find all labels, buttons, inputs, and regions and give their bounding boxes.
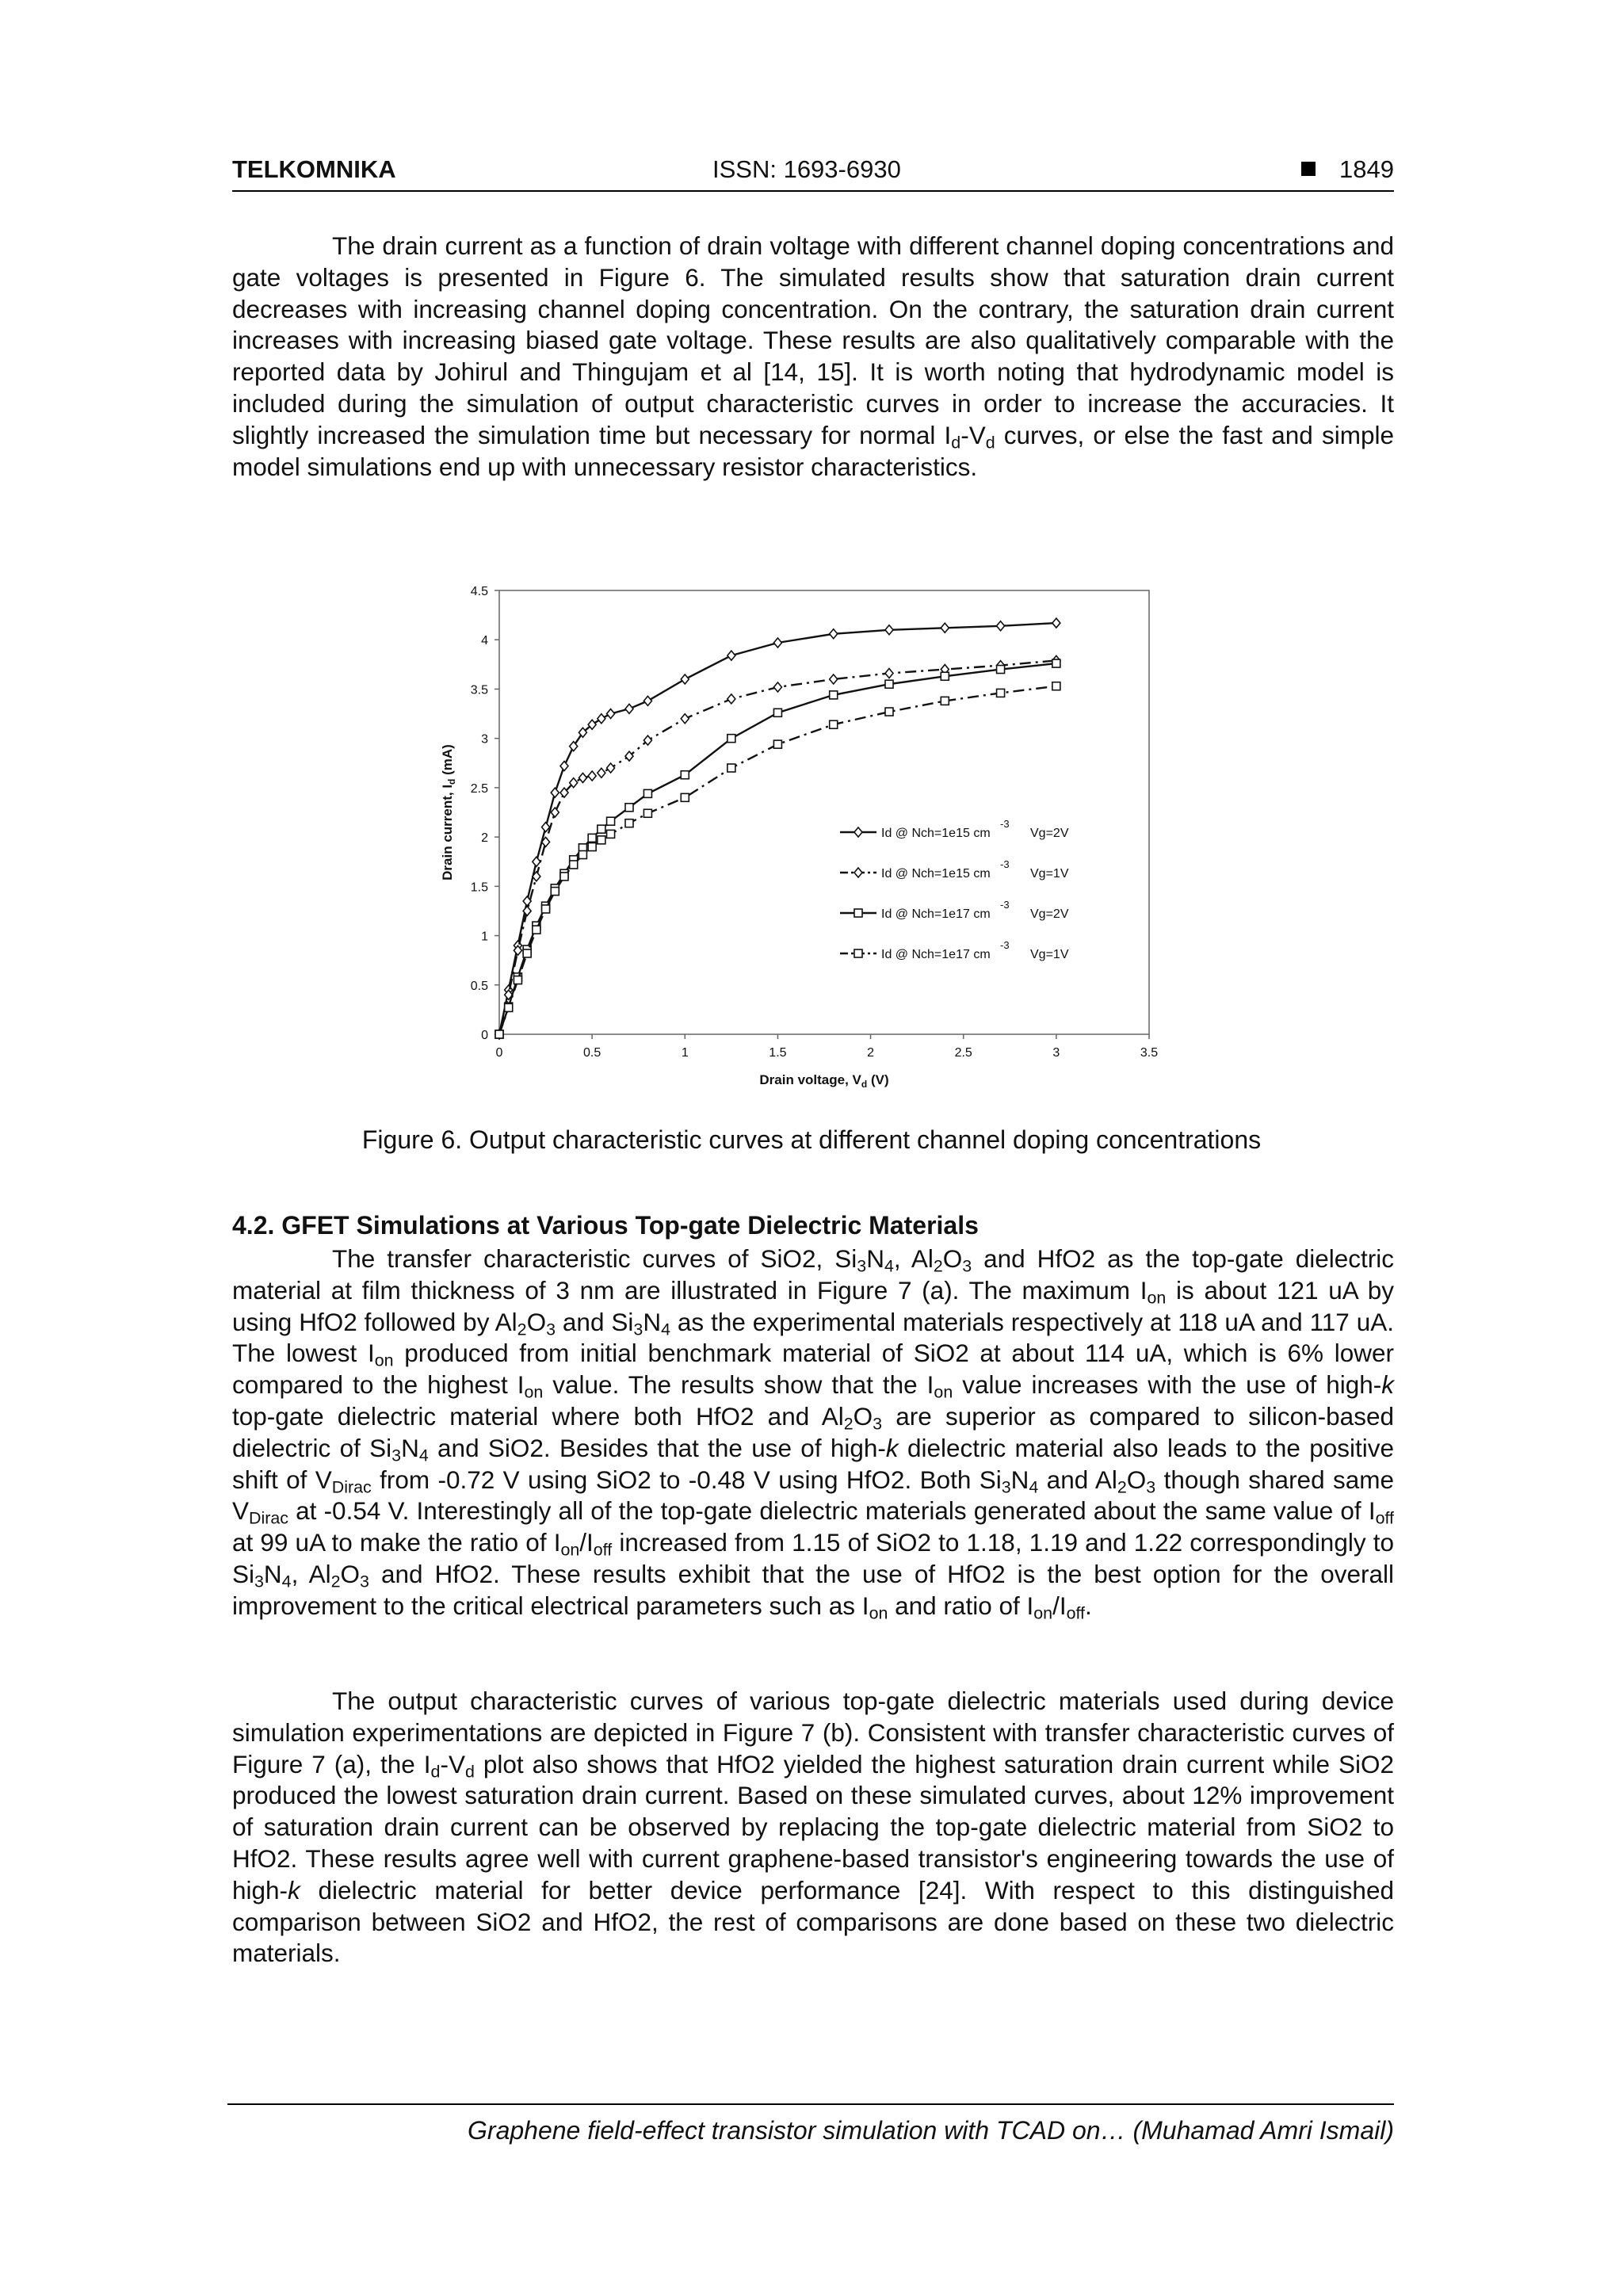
figure-caption: Figure 6. Output characteristic curves at different channel doping concentrations — [361, 1125, 1262, 1154]
data-point — [885, 625, 893, 635]
y-tick-label: 1 — [481, 930, 488, 944]
data-point — [681, 771, 689, 779]
legend-exponent: -3 — [1000, 818, 1010, 830]
data-point — [551, 888, 559, 896]
x-tick-label: 2 — [867, 1046, 875, 1060]
data-point — [773, 709, 781, 716]
data-point — [830, 691, 838, 699]
data-point — [598, 714, 605, 724]
page-number-block — [1301, 155, 1394, 184]
legend-label: Id @ Nch=1e17 cm — [881, 907, 991, 921]
data-point — [551, 788, 559, 797]
legend-label: Id @ Nch=1e15 cm — [881, 827, 991, 840]
data-point — [773, 740, 781, 748]
x-tick-label: 2.5 — [954, 1046, 972, 1060]
legend-entry-3 — [840, 899, 1069, 921]
y-tick-label: 3 — [481, 732, 488, 747]
data-point — [941, 697, 949, 705]
data-point — [997, 666, 1005, 674]
data-point — [625, 704, 633, 713]
square-bullet-icon — [1301, 162, 1316, 176]
legend-swatch-marker — [854, 868, 862, 877]
data-point — [607, 830, 615, 838]
data-point — [997, 689, 1005, 697]
data-point — [588, 843, 596, 851]
data-point — [560, 873, 568, 881]
page-header — [232, 155, 1394, 192]
data-point — [505, 1003, 513, 1011]
x-tick-label: 1 — [681, 1046, 689, 1060]
y-tick-label: 0.5 — [470, 979, 488, 993]
legend-label: Id @ Nch=1e17 cm — [881, 948, 991, 961]
data-point — [1052, 659, 1060, 667]
data-point — [598, 836, 605, 844]
journal-name: TELKOMNIKA — [232, 155, 396, 183]
data-point — [514, 976, 521, 984]
page-footer — [227, 2103, 1394, 2145]
data-point — [1052, 618, 1060, 628]
data-point — [598, 768, 605, 777]
y-axis-label: Drain current, $I_d$ (mA) — [440, 744, 457, 881]
legend-swatch-marker — [854, 909, 862, 917]
data-point — [727, 764, 735, 772]
issn: ISSN: 1693-6930 — [712, 155, 901, 183]
y-tick-label: 4.5 — [470, 585, 488, 598]
data-point — [542, 905, 550, 913]
data-point — [607, 709, 615, 719]
data-point — [727, 694, 735, 704]
data-point — [533, 926, 540, 934]
data-point — [579, 851, 586, 859]
chart-axes — [471, 585, 1158, 1060]
chart-legend — [840, 818, 1069, 961]
page-number: 1849 — [1339, 155, 1394, 183]
y-tick-label: 2.5 — [470, 781, 488, 796]
legend-gate-voltage: Vg=2V — [1030, 827, 1069, 840]
legend-swatch-marker — [854, 949, 862, 957]
data-point — [643, 789, 651, 797]
y-tick-label: 1.5 — [470, 881, 488, 895]
data-point — [681, 714, 689, 724]
legend-swatch-marker — [854, 827, 862, 837]
y-tick-label: 0 — [481, 1029, 488, 1042]
data-point — [523, 949, 531, 957]
x-tick-label: 1.5 — [769, 1046, 787, 1060]
y-tick-label: 3.5 — [470, 683, 488, 697]
data-point — [598, 825, 605, 833]
legend-exponent: -3 — [1000, 939, 1010, 951]
plot-frame — [499, 590, 1149, 1034]
data-point — [495, 1030, 503, 1038]
legend-entry-4 — [840, 939, 1069, 961]
paragraph-2: The transfer characteristic curves of SiO2, $Si_3N_4$, $Al_2O_3$ and HfO2 as the top-gate dielectric material at film thickness of 3 nm are illustrated in Figure 7 (a). The maximum $I_{on}$ is about 121 uA by using HfO2 followed by $Al_2O_3$ and $Si_3N_4$ as the experimental materials respectively at 118 uA and 117 uA. The lowest $I_{on}$ produced from initial benchmark material of SiO2 at about 114 uA, which is 6% lower compared to the highest $I_{on}$ value. The results show that the $I_{on}$ value increases with the use of high-k top-gate dielectric material where both HfO2 and $Al_2O_3$ are superior as compared to silicon-based dielectric of $Si_3N_4$ and SiO2. Besides that the use of high-k dielectric material also leads to the positive shift of $V_{Dirac}$ from -0.72 V using SiO2 to -0.48 V using HfO2. Both $Si_3N_4$ and $Al_2O_3$ though shared same $V_{Dirac}$ at -0.54 V. Interestingly all of the top-gate dielectric materials generated about the same value of $I_{off}$ at 99 uA to make the ratio of $I_{on}/I_{off}$ increased from 1.15 of SiO2 to 1.18, 1.19 and 1.22 correspondingly to $Si_3N_4$, $Al_2O_3$ and HfO2. These results exhibit that the use of HfO2 is the best option for the overall improvement to the critical electrical parameters such as $I_{on}$ and ratio of $I_{on}/I_{off}$. — [232, 1244, 1395, 1623]
data-point — [1052, 682, 1060, 690]
series-3 — [495, 659, 1060, 1038]
legend-gate-voltage: Vg=1V — [1030, 867, 1069, 881]
output-characteristic-chart — [428, 575, 1189, 1098]
x-tick-label: 3 — [1052, 1046, 1060, 1060]
y-tick-label: 4 — [481, 634, 488, 648]
data-point — [941, 672, 949, 680]
data-point — [625, 804, 633, 812]
data-point — [681, 674, 689, 684]
legend-gate-voltage: Vg=2V — [1030, 907, 1069, 921]
data-point — [643, 696, 651, 705]
data-point — [773, 638, 781, 648]
legend-entry-1 — [840, 818, 1069, 840]
data-point — [579, 773, 586, 782]
data-point — [885, 669, 893, 678]
data-point — [830, 720, 838, 728]
paragraph-3: The output characteristic curves of various top-gate dielectric materials used during device simulation experimentations are depicted in Figure 7 (b). Consistent with transfer characteristic curves of Figure 7 (a), the $I_d-V_d$ plot also shows that HfO2 yielded the highest saturation drain current while SiO2 produced the lowest saturation drain current. Based on these simulated curves, about 12% improvement of saturation drain current can be observed by replacing the top-gate dielectric material from SiO2 to HfO2. These results agree well with current graphene-based transistor's engineering towards the use of high-k dielectric material for better device performance [24]. With respect to this distinguished comparison between SiO2 and HfO2, the rest of comparisons are done based on these two dielectric materials. — [232, 1687, 1395, 1968]
legend-label: Id @ Nch=1e15 cm — [881, 867, 991, 881]
y-tick-label: 2 — [481, 831, 488, 846]
x-tick-label: 0 — [495, 1046, 503, 1060]
data-point — [533, 857, 540, 866]
data-point — [560, 762, 568, 771]
data-point — [941, 623, 949, 632]
data-point — [727, 651, 735, 660]
legend-entry-2 — [840, 858, 1069, 881]
data-point — [588, 834, 596, 842]
footer-text: Graphene field-effect transistor simulation with TCAD on… (Muhamad Amri Ismail) — [468, 2116, 1394, 2145]
series-line — [499, 686, 1056, 1034]
data-point — [607, 817, 615, 825]
data-point — [681, 793, 689, 801]
legend-exponent: -3 — [1000, 899, 1010, 911]
data-point — [885, 708, 893, 716]
paragraph-1: The drain current as a function of drain voltage with different channel doping concentrations and gate voltages is presented in Figure 6. The simulated results show that saturation drain current decreases with increasing channel doping concentration. On the contrary, the saturation drain current increases with increasing biased gate voltage. These results are also qualitatively comparable with the reported data by Johirul and Thingujam et al [14, 15]. It is worth noting that hydrodynamic model is included during the simulation of output characteristic curves in order to increase the accuracies. It slightly increased the simulation time but necessary for normal $I_d-V_d$ curves, or else the fast and simple model simulations end up with unnecessary resistor characteristics. — [232, 231, 1394, 481]
data-point — [773, 682, 781, 692]
data-point — [588, 771, 596, 781]
data-point — [570, 861, 578, 869]
legend-exponent: -3 — [1000, 858, 1010, 870]
data-point — [830, 674, 838, 684]
data-point — [830, 629, 838, 639]
data-point — [727, 735, 735, 743]
data-point — [643, 809, 651, 817]
section-title: 4.2. GFET Simulations at Various Top-gate Dielectric Materials — [232, 1211, 979, 1240]
data-point — [607, 763, 615, 773]
x-axis-label: Drain voltage, $V_d$ (V) — [759, 1072, 889, 1090]
figure-6 — [428, 575, 1189, 1098]
x-tick-label: 0.5 — [583, 1046, 601, 1060]
data-point — [997, 621, 1005, 631]
x-tick-label: 3.5 — [1140, 1046, 1159, 1060]
data-point — [885, 680, 893, 688]
data-point — [625, 819, 633, 827]
legend-gate-voltage: Vg=1V — [1030, 948, 1069, 961]
data-point — [551, 808, 559, 817]
